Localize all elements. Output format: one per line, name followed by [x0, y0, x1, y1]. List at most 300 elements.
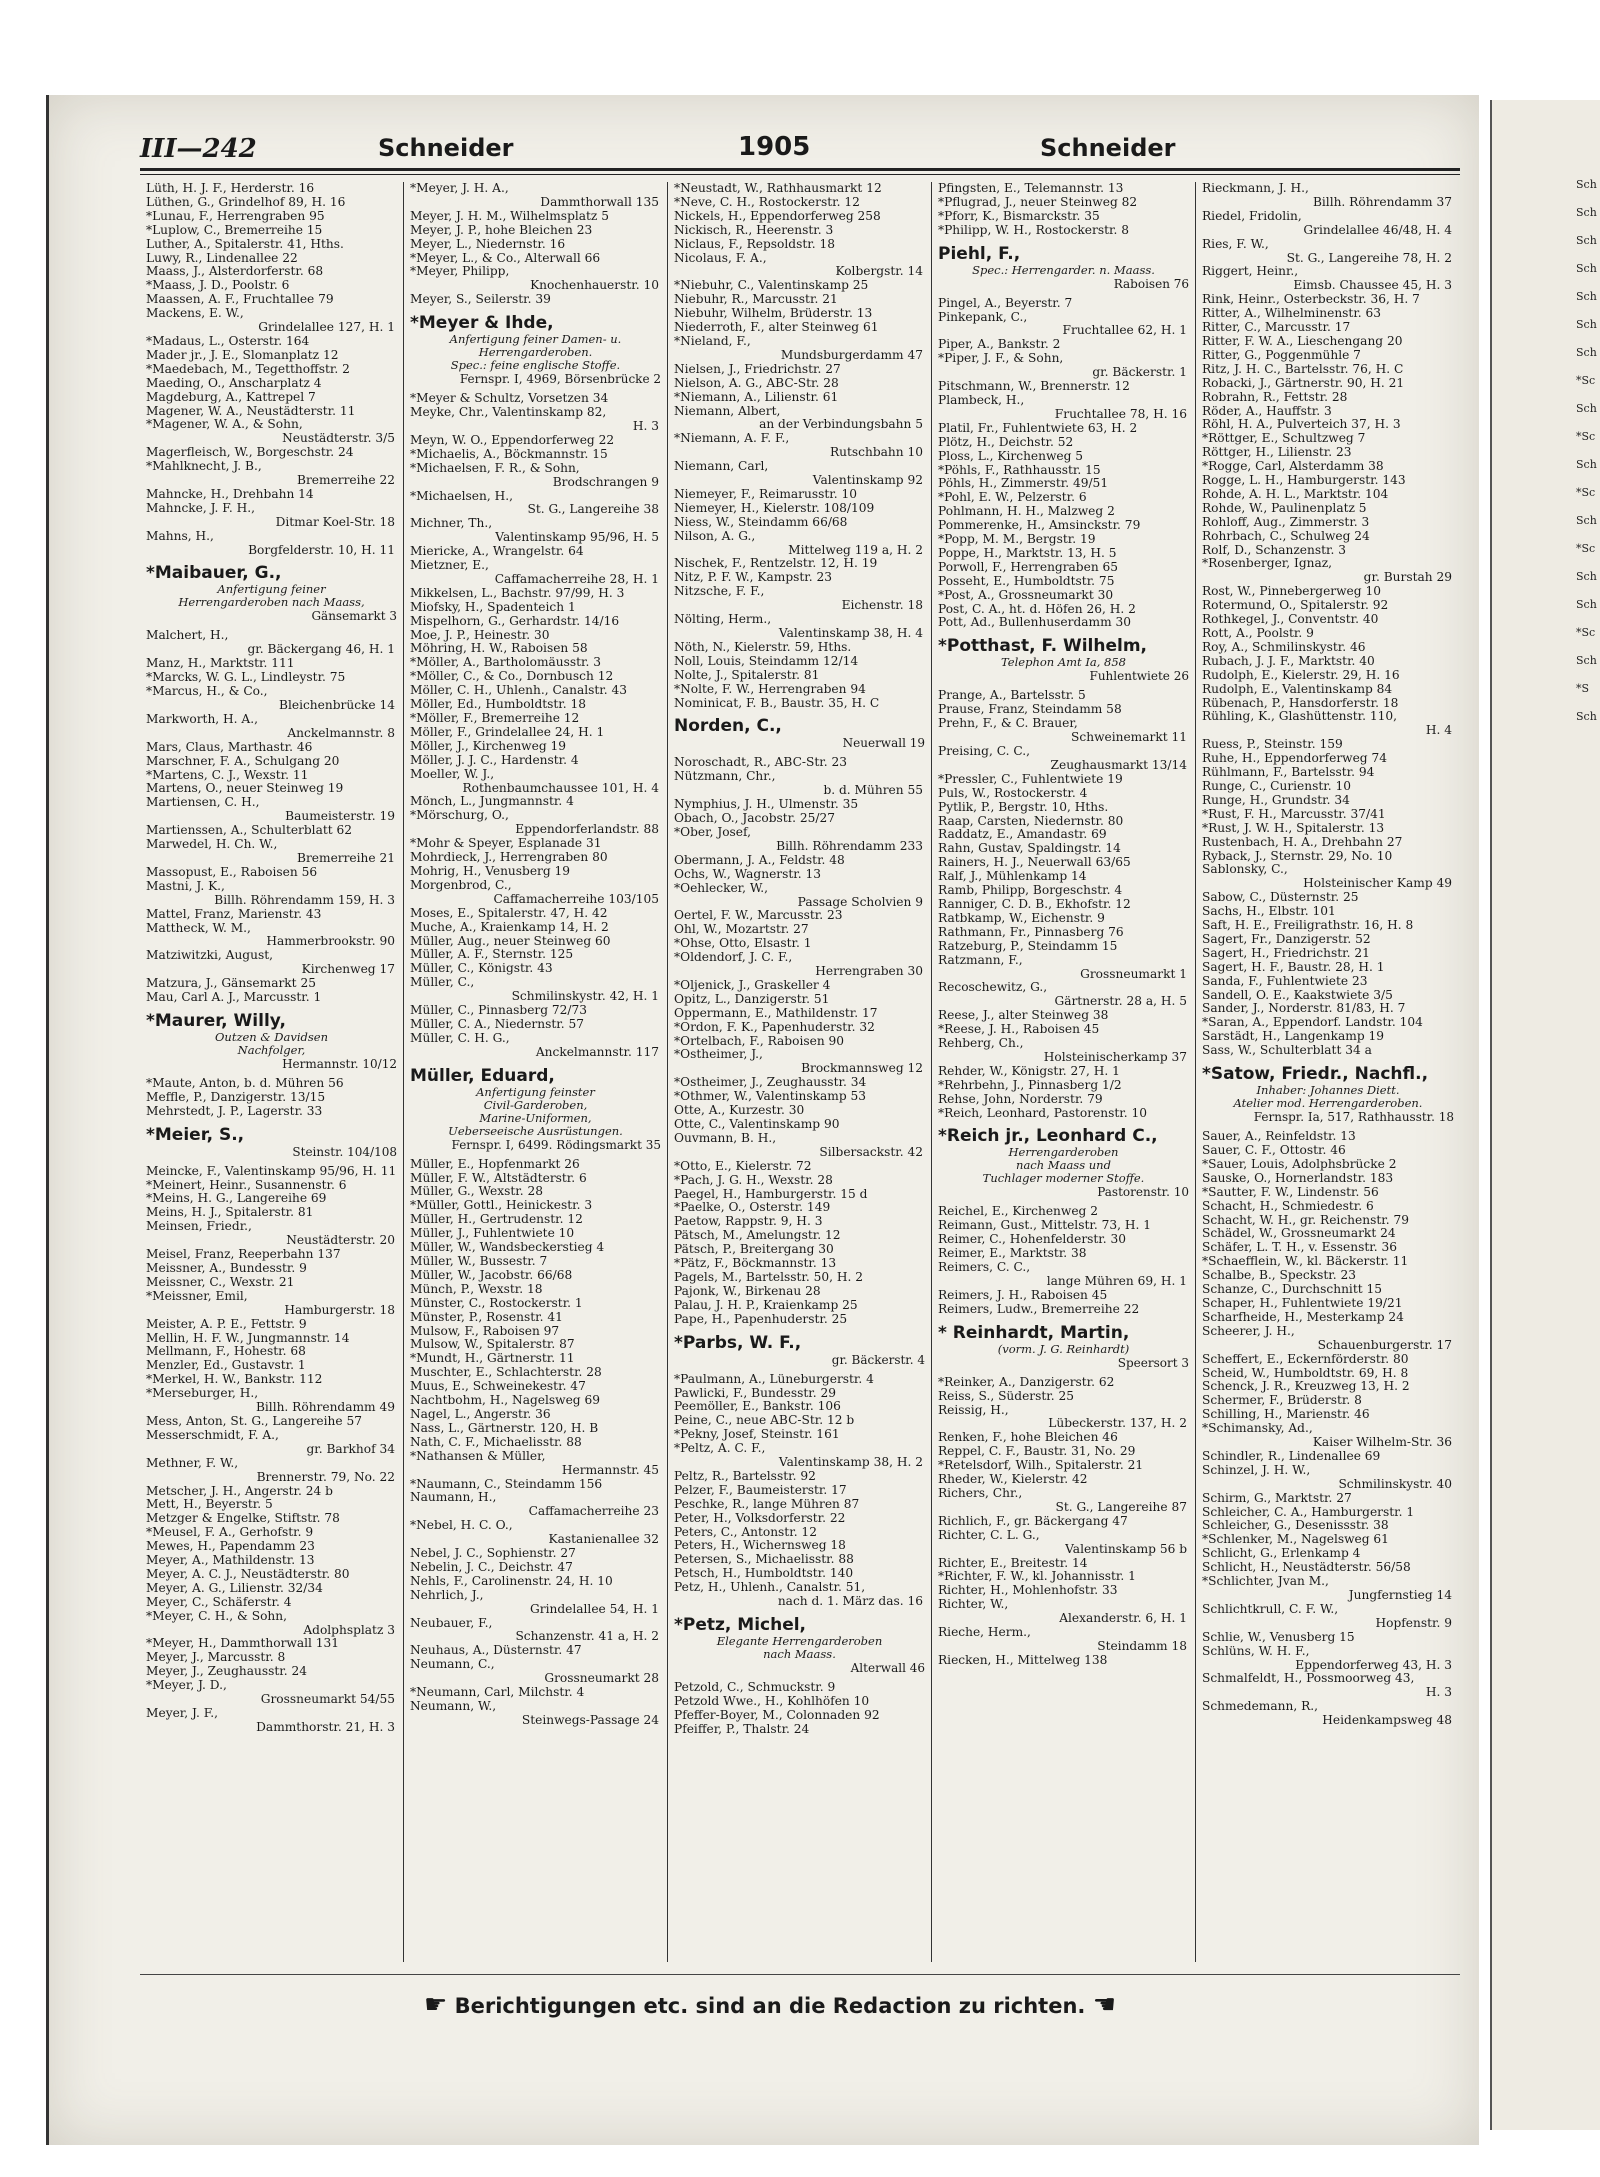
directory-entry: Peine, C., neue ABC-Str. 12 b [674, 1414, 855, 1428]
directory-entry: Meyer, J., Zeughausstr. 24 [146, 1665, 308, 1679]
directory-entry: Meyer, S., Seilerstr. 39 [410, 293, 551, 307]
directory-entry: *Nieland, F., [674, 334, 751, 348]
directory-entry: Mietzner, E., [410, 559, 489, 573]
page-header [140, 126, 1460, 170]
directory-entry: *Meissner, Emil, [146, 1289, 248, 1303]
directory-entry-continuation: Grossneumarkt 54/55 [260, 1693, 395, 1707]
directory-entry: Nath, C. F., Michaelisstr. 88 [410, 1435, 582, 1449]
directory-entry: Reese, J., alter Steinweg 38 [938, 1009, 1109, 1023]
directory-entry: Sagert, H., Friedrichstr. 21 [1202, 946, 1370, 960]
directory-entry: Palau, J. H. P., Kraienkamp 25 [674, 1298, 858, 1312]
directory-entry-continuation: gr. Bäckerstr. 1 [1092, 366, 1187, 380]
directory-entry-continuation: Brennerstr. 79, No. 22 [256, 1470, 395, 1484]
directory-entry: Schmedemann, R., [1202, 1700, 1319, 1714]
directory-entry-continuation: b. d. Mühren 55 [823, 784, 923, 798]
advertisement-tagline: Nachfolger, [237, 1042, 306, 1057]
directory-entry: Möller, C. H., Uhlenh., Canalstr. 43 [410, 684, 627, 698]
directory-entry: *Ortelbach, F., Raboisen 90 [674, 1034, 845, 1048]
directory-entry: Schermer, F., Brüderstr. 8 [1202, 1394, 1362, 1408]
adjacent-page-fragment: Sch [1576, 458, 1597, 471]
directory-entry: Otte, C., Valentinskamp 90 [674, 1118, 840, 1131]
directory-entry: *Mörschurg, O., [410, 809, 509, 823]
directory-entry: Müller, C. H. G., [410, 1031, 510, 1045]
directory-entry: Röhl, H. A., Pulverteich 37, H. 3 [1202, 418, 1401, 432]
directory-entry: Nicolaus, F. A., [674, 251, 767, 265]
directory-entry: Rustenbach, H. A., Drehbahn 27 [1202, 835, 1403, 849]
directory-entry: Rübenach, P., Hansdorferstr. 18 [1202, 696, 1399, 710]
directory-entry: Rieckmann, J. H., [1202, 182, 1309, 195]
directory-entry: Schlüns, W. H. F., [1202, 1644, 1310, 1658]
directory-entry: Münster, P., Rosenstr. 41 [410, 1310, 563, 1324]
directory-entry: Lüth, H. J. F., Herderstr. 16 [146, 182, 315, 195]
advertisement-entry [938, 1126, 1189, 1199]
directory-entry: *Neumann, Carl, Milchstr. 4 [410, 1686, 585, 1700]
directory-entry: Sablonsky, C., [1202, 863, 1288, 877]
directory-entry: Röder, A., Hauffstr. 3 [1202, 404, 1332, 418]
directory-entry: Müller, W., Jacobstr. 66/68 [410, 1268, 573, 1282]
directory-entry: Mahncke, J. F. H., [146, 501, 255, 515]
directory-entry: Niess, W., Steindamm 66/68 [674, 515, 848, 529]
directory-entry: Pätsch, P., Breitergang 30 [674, 1243, 834, 1257]
advertisement-tagline: (vorm. J. G. Reinhardt) [997, 1341, 1130, 1356]
directory-entry: *Pressler, C., Fuhlentwiete 19 [938, 772, 1123, 786]
directory-entry: Raap, Carsten, Niedernstr. 80 [938, 814, 1124, 828]
directory-entry: *Maute, Anton, b. d. Mühren 56 [146, 1076, 344, 1090]
directory-entry: Martiensen, C. H., [146, 796, 260, 810]
directory-entry: Moses, E., Spitalerstr. 47, H. 42 [410, 906, 608, 920]
directory-entry-continuation: Valentinskamp 38, H. 2 [778, 1456, 923, 1470]
directory-entry: Müller, F. W., Altstädterstr. 6 [410, 1171, 587, 1185]
advertisement-address: Fernspr. I, 6499. Rödingsmarkt 35 [451, 1137, 661, 1152]
directory-entry: *Reese, J. H., Raboisen 45 [938, 1023, 1100, 1037]
directory-entry: *Neustadt, W., Rathhausmarkt 12 [674, 182, 882, 195]
directory-entry: Röttger, H., Lilienstr. 23 [1202, 446, 1352, 460]
directory-entry: Mahns, H., [146, 529, 214, 543]
directory-entry: *Otto, E., Kielerstr. 72 [674, 1159, 812, 1173]
directory-entry: Möhring, H. W., Raboisen 58 [410, 642, 588, 656]
directory-entry: Pitschmann, W., Brennerstr. 12 [938, 380, 1130, 394]
directory-entry: Mewes, H., Papendamm 23 [146, 1540, 315, 1554]
directory-entry: Magener, W. A., Neustädterstr. 11 [146, 404, 356, 418]
advertisement-entry [938, 244, 1189, 291]
directory-entry: Nitzsche, F. F., [674, 585, 765, 599]
directory-entry: *Schlichter, Jvan M., [1202, 1575, 1329, 1589]
directory-entry: *Möller, A., Bartholomäusstr. 3 [410, 656, 602, 670]
directory-entry: *Magener, W. A., & Sohn, [146, 418, 303, 432]
directory-entry: Peemöller, E., Bankstr. 106 [674, 1400, 841, 1414]
directory-entry: Schalbe, B., Speckstr. 23 [1202, 1269, 1356, 1283]
advertisement-address: Fernspr. I, 4969, Börsenbrücke 2 [459, 372, 661, 387]
directory-column-1 [140, 182, 404, 1962]
directory-entry: *Schimansky, Ad., [1202, 1422, 1313, 1436]
directory-entry: Muche, A., Kraienkamp 14, H. 2 [410, 920, 609, 934]
directory-entry-continuation: Caffamacherreihe 103/105 [493, 892, 659, 906]
adjacent-page-edge [1490, 100, 1600, 2130]
directory-entry: Schlie, W., Venusberg 15 [1202, 1630, 1355, 1644]
directory-entry: Meyer, C., Schäferstr. 4 [146, 1595, 292, 1609]
directory-entry: *Michaelis, A., Böckmannstr. 15 [410, 447, 608, 461]
directory-entry: Ruhe, H., Eppendorferweg 74 [1202, 752, 1387, 766]
directory-entry: Nagel, L., Angerstr. 36 [410, 1407, 551, 1421]
advertisement-tagline: Anfertigung feiner [217, 582, 326, 597]
directory-entry: *Meyer, Philipp, [410, 265, 510, 279]
directory-entry-continuation: Caffamacherreihe 28, H. 1 [494, 572, 659, 586]
pointing-hand-left-icon: ☛ [423, 1990, 448, 2020]
directory-entry: Peltz, R., Bartelsstr. 92 [674, 1469, 816, 1483]
directory-entry: Plambeck, H., [938, 393, 1025, 407]
directory-entry: Mattheck, W. M., [146, 921, 251, 935]
header-rule-thin [140, 174, 1460, 175]
directory-entry-continuation: Heidenkampsweg 48 [1322, 1714, 1452, 1728]
directory-entry: Schirm, G., Marktstr. 27 [1202, 1491, 1352, 1505]
directory-entry: Mohrdieck, J., Herrengraben 80 [410, 851, 608, 865]
directory-entry: *Pach, J. G. H., Wexstr. 28 [674, 1173, 833, 1187]
directory-entry: Mellin, H. F. W., Jungmannstr. 14 [146, 1331, 350, 1345]
directory-entry: Pajonk, W., Birkenau 28 [674, 1284, 821, 1298]
directory-entry-continuation: Grindelallee 127, H. 1 [258, 321, 395, 335]
directory-entry: Metscher, J. H., Angerstr. 24 b [146, 1484, 333, 1498]
directory-entry-continuation: Bremerreihe 22 [297, 474, 395, 488]
adjacent-page-fragment: Sch [1576, 402, 1597, 415]
directory-entry: Ploss, L., Kirchenweg 5 [938, 449, 1084, 463]
directory-entry: Massopust, E., Raboisen 56 [146, 865, 318, 879]
directory-entry: Nischek, F., Rentzelstr. 12, H. 19 [674, 557, 878, 571]
directory-entry: *Pöhls, F., Rathhausstr. 15 [938, 463, 1101, 477]
directory-entry: Rohde, A. H. L., Marktstr. 104 [1202, 487, 1389, 501]
advertisement-name: *Potthast, F. Wilhelm, [938, 636, 1148, 657]
directory-entry: Muschter, E., Schlachterstr. 28 [410, 1366, 602, 1380]
directory-entry: *Post, A., Grossneumarkt 30 [938, 588, 1114, 602]
directory-entry: Sanda, F., Fuhlentwiete 23 [1202, 974, 1368, 988]
directory-entry: Richter, E., Breitestr. 14 [938, 1556, 1088, 1570]
advertisement-entry [674, 1333, 925, 1367]
directory-entry: Saft, H. E., Freiligrathstr. 16, H. 8 [1202, 919, 1414, 933]
directory-entry: Müller, W., Wandsbeckerstieg 4 [410, 1241, 605, 1255]
directory-entry: Morgenbrod, C., [410, 878, 512, 892]
directory-entry: *Martens, C. J., Wexstr. 11 [146, 768, 309, 782]
directory-entry: Reimer, E., Marktstr. 38 [938, 1247, 1087, 1261]
directory-entry: Rudolph, E., Kielerstr. 29, H. 16 [1202, 668, 1400, 682]
directory-entry-continuation: Hopfenstr. 9 [1375, 1616, 1452, 1630]
directory-entry: *Pflugrad, J., neuer Steinweg 82 [938, 195, 1138, 209]
directory-entry: Mellmann, F., Hohestr. 68 [146, 1345, 306, 1359]
directory-entry: *Othmer, W., Valentinskamp 53 [674, 1090, 867, 1104]
directory-entry: Reimann, Gust., Mittelstr. 73, H. 1 [938, 1219, 1151, 1233]
directory-entry-continuation: Dammthorwall 135 [540, 195, 659, 209]
directory-entry: Ruess, P., Steinstr. 159 [1202, 738, 1343, 752]
directory-entry-continuation: Hammerbrookstr. 90 [266, 935, 395, 949]
directory-entry: Sarstädt, H., Langenkamp 19 [1202, 1030, 1385, 1044]
directory-entry-continuation: Kastanienallee 32 [548, 1533, 659, 1547]
directory-entry: Sass, W., Schulterblatt 34 a [1202, 1044, 1372, 1058]
directory-entry: Mett, H., Beyerstr. 5 [146, 1498, 273, 1512]
directory-entry: Sagert, Fr., Danzigerstr. 52 [1202, 932, 1371, 946]
directory-entry: Ritter, F. W. A., Lieschengang 20 [1202, 334, 1403, 348]
advertisement-tagline: nach Maass. [763, 1647, 836, 1661]
directory-entry: Schaper, H., Fuhlentwiete 19/21 [1202, 1296, 1403, 1310]
directory-entry-continuation: Ditmar Koel-Str. 18 [275, 515, 395, 529]
advertisement-name: *Parbs, W. F., [674, 1332, 802, 1353]
directory-entry: *Pohl, E. W., Pelzerstr. 6 [938, 491, 1087, 505]
directory-entry: Michner, Th., [410, 517, 493, 531]
directory-entry: Meyer, L., Niedernstr. 16 [410, 237, 566, 251]
directory-entry: Puls, W., Rostockerstr. 4 [938, 786, 1088, 800]
directory-entry: Nützmann, Chr., [674, 770, 776, 784]
directory-entry: Müller, E., Hopfenmarkt 26 [410, 1157, 580, 1171]
directory-entry-continuation: Schmilinskystr. 42, H. 1 [511, 990, 659, 1004]
directory-entry: Nickels, H., Eppendorferweg 258 [674, 209, 881, 223]
adjacent-page-fragment: Sch [1576, 654, 1597, 667]
directory-entry-continuation: Billh. Röhrendamm 37 [1312, 195, 1452, 209]
directory-entry: Manz, H., Marktstr. 111 [146, 657, 295, 671]
directory-entry: *Möller, C., & Co., Dornbusch 12 [410, 670, 614, 684]
directory-entry-continuation: Grindelallee 54, H. 1 [530, 1602, 659, 1616]
directory-entry: Scheid, W., Humboldtstr. 69, H. 8 [1202, 1366, 1409, 1380]
directory-entry: Rubach, J. J. F., Marktstr. 40 [1202, 654, 1375, 668]
directory-entry: Schacht, W. H., gr. Reichenstr. 79 [1202, 1213, 1409, 1227]
directory-entry: Prause, Franz, Steindamm 58 [938, 703, 1122, 717]
directory-entry: Möller, J. J. C., Hardenstr. 4 [410, 753, 579, 767]
advertisement-name: *Maurer, Willy, [146, 1010, 287, 1031]
directory-entry: Nehls, F., Carolinenstr. 24, H. 10 [410, 1574, 613, 1588]
advertisement-address: Raboisen 76 [1113, 276, 1189, 291]
directory-entry: Meyer, A. G., Lilienstr. 32/34 [146, 1581, 323, 1595]
advertisement-address: Speersort 3 [1117, 1355, 1189, 1370]
directory-entry: *Mundt, H., Gärtnerstr. 11 [410, 1352, 575, 1366]
directory-entry: Rogge, L. H., Hamburgerstr. 143 [1202, 474, 1406, 488]
directory-entry: Meissner, C., Wexstr. 21 [146, 1275, 295, 1289]
directory-entry: *Mohr & Speyer, Esplanade 31 [410, 837, 602, 851]
directory-entry: Meister, A. P. E., Fettstr. 9 [146, 1317, 307, 1331]
directory-entry: Noll, Louis, Steindamm 12/14 [674, 654, 859, 668]
directory-entry: *Neve, C. H., Rostockerstr. 12 [674, 195, 860, 209]
footer-note [340, 1990, 1200, 2020]
advertisement-name: *Meier, S., [146, 1124, 245, 1145]
directory-entry: Meyer, J. F., [146, 1707, 219, 1720]
advertisement-entry [146, 563, 397, 623]
directory-entry: Reimers, C. C., [938, 1261, 1031, 1275]
adjacent-page-fragment: Sch [1576, 178, 1597, 191]
directory-entry-continuation: Eimsb. Chaussee 45, H. 3 [1293, 279, 1452, 293]
directory-entry-continuation: Steinwegs-Passage 24 [521, 1713, 659, 1727]
directory-entry-continuation: Valentinskamp 95/96, H. 5 [495, 531, 659, 545]
advertisement-entry [674, 716, 925, 750]
directory-entry: Mackens, E. W., [146, 307, 244, 321]
directory-entry: Porwoll, F., Herrengraben 65 [938, 560, 1119, 574]
directory-entry: *Möller, F., Bremerreihe 12 [410, 712, 580, 725]
directory-entry: Ratzeburg, P., Steindamm 15 [938, 939, 1118, 953]
advertisement-tagline: Atelier mod. Herrengarderoben. [1233, 1096, 1423, 1111]
directory-entry: Rohloff, Aug., Zimmerstr. 3 [1202, 515, 1370, 529]
directory-column-4 [932, 182, 1196, 1962]
directory-entry: Rotermund, O., Spitalerstr. 92 [1202, 599, 1389, 613]
directory-entry: Raddatz, E., Amandastr. 69 [938, 828, 1107, 842]
adjacent-page-fragment: *Sc [1576, 486, 1596, 499]
directory-entry: Pagels, M., Bartelsstr. 50, H. 2 [674, 1270, 864, 1284]
directory-entry: Peters, C., Antonstr. 12 [674, 1525, 817, 1539]
directory-entry: Mulsow, F., Raboisen 97 [410, 1324, 560, 1338]
advertisement-tagline: Spec.: Herrengarder. n. Maass. [972, 262, 1155, 277]
directory-entry-continuation: Anckelmannstr. 117 [535, 1045, 659, 1059]
directory-entry-continuation: H. 4 [1425, 724, 1452, 738]
directory-entry: Nielsen, J., Friedrichstr. 27 [674, 362, 841, 376]
advertisement-address: Fuhlentwiete 26 [1089, 669, 1189, 684]
directory-entry: Nickisch, R., Heerenstr. 3 [674, 223, 834, 237]
directory-entry: Sagert, H. F., Baustr. 28, H. 1 [1202, 960, 1385, 974]
directory-entry-continuation: H. 3 [632, 419, 659, 433]
directory-entry: Nolte, J., Spitalerstr. 81 [674, 668, 820, 682]
directory-entry: Pytlik, P., Bergstr. 10, Hths. [938, 800, 1109, 814]
directory-entry-continuation: Fruchtallee 62, H. 1 [1062, 324, 1187, 338]
directory-entry: *Rehrbehn, J., Pinnasberg 1/2 [938, 1078, 1122, 1092]
directory-entry: Menzler, Ed., Gustavstr. 1 [146, 1359, 306, 1373]
directory-entry: Richter, H., Mohlenhofstr. 33 [938, 1584, 1118, 1598]
directory-entry: Meyer, J. P., hohe Bleichen 23 [410, 223, 593, 237]
adjacent-page-fragment: Sch [1576, 514, 1597, 527]
advertisement-entry [938, 1323, 1189, 1370]
directory-entry: Scharfheide, H., Mesterkamp 24 [1202, 1310, 1404, 1324]
directory-entry: *Meyer, J. H. A., [410, 182, 509, 195]
page-number: III—242 [140, 134, 257, 164]
directory-entry: Ratbkamp, W., Eichenstr. 9 [938, 911, 1105, 925]
directory-entry: Runge, C., Curienstr. 10 [1202, 779, 1352, 793]
directory-entry: Rink, Heinr., Osterbeckstr. 36, H. 7 [1202, 293, 1420, 307]
advertisement-tagline: Telephon Amt Ia, 858 [1001, 655, 1126, 670]
directory-entry: Ritter, A., Wilhelminenstr. 63 [1202, 307, 1382, 321]
directory-entry-continuation: Caffamacherreihe 23 [528, 1505, 659, 1519]
directory-entry: *Ostheimer, J., [674, 1048, 763, 1062]
directory-entry-continuation: gr. Barkhof 34 [306, 1442, 395, 1456]
directory-entry-continuation: gr. Burstah 29 [1363, 571, 1452, 585]
directory-entry: Pöhls, H., Zimmerstr. 49/51 [938, 477, 1109, 491]
directory-entry-continuation: Grossneumarkt 1 [1080, 967, 1187, 981]
directory-entry: Müller, Aug., neuer Steinweg 60 [410, 934, 611, 948]
advertisement-name: *Maibauer, G., [146, 563, 282, 584]
directory-entry: Ryback, J., Sternstr. 29, No. 10 [1202, 849, 1393, 863]
advertisement-address: Hermannstr. 10/12 [282, 1056, 397, 1071]
directory-entry: Rehse, John, Norderstr. 79 [938, 1092, 1103, 1106]
directory-entry: Sander, J., Norderstr. 81/83, H. 7 [1202, 1002, 1406, 1016]
directory-entry: Peters, H., Wichernsweg 18 [674, 1539, 846, 1553]
directory-entry: Müller, C., Königstr. 43 [410, 962, 553, 976]
directory-entry: Niclaus, F., Repsoldstr. 18 [674, 237, 835, 251]
directory-entry: Pott, Ad., Bullenhuserdamm 30 [938, 616, 1132, 630]
directory-entry-continuation: Dammthorstr. 21, H. 3 [256, 1720, 395, 1734]
directory-entry: *Popp, M. M., Bergstr. 19 [938, 533, 1096, 547]
directory-entry: *Schlenker, M., Nagelsweg 61 [1202, 1533, 1389, 1547]
directory-entry: Meyer, A., Mathildenstr. 13 [146, 1554, 315, 1568]
directory-entry: *Rosenberger, Ignaz, [1202, 557, 1333, 571]
directory-entry: Moe, J. P., Heinestr. 30 [410, 628, 550, 642]
directory-entry: *Luplow, C., Bremerreihe 15 [146, 223, 323, 237]
directory-entry: Ramb, Philipp, Borgeschstr. 4 [938, 884, 1123, 898]
directory-entry: Reimer, C., Hohenfelderstr. 30 [938, 1233, 1127, 1247]
directory-entry: *Madaus, L., Osterstr. 164 [146, 334, 310, 348]
directory-entry-continuation: Billh. Röhrendamm 233 [776, 839, 923, 853]
directory-entry: Riecken, H., Mittelweg 138 [938, 1653, 1108, 1667]
advertisement-address: gr. Bäckerstr. 4 [831, 1352, 925, 1367]
directory-entry-continuation: Holsteinischer Kamp 49 [1303, 877, 1452, 891]
directory-entry: Reppel, C. F., Baustr. 31, No. 29 [938, 1445, 1136, 1459]
directory-entry: *Nathansen & Müller, [410, 1449, 546, 1463]
directory-entry: Petz, H., Uhlenh., Canalstr. 51, [674, 1581, 866, 1595]
advertisement-name: *Reich jr., Leonhard C., [938, 1126, 1158, 1147]
adjacent-page-fragment: Sch [1576, 234, 1597, 247]
directory-entry: Rohde, W., Paulinenplatz 5 [1202, 501, 1367, 515]
directory-entry-continuation: Schweinemarkt 11 [1071, 731, 1187, 745]
directory-entry: Rohrbach, C., Schulweg 24 [1202, 529, 1370, 543]
directory-entry: Nölting, Herm., [674, 613, 772, 627]
directory-entry: Methner, F. W., [146, 1456, 239, 1470]
directory-entry: Sandell, O. E., Kaakstwiete 3/5 [1202, 988, 1393, 1002]
directory-entry: Nymphius, J. H., Ulmenstr. 35 [674, 798, 859, 812]
directory-entry: Obach, O., Jacobstr. 25/27 [674, 812, 836, 826]
directory-entry: *Oljenick, J., Graskeller 4 [674, 978, 831, 992]
directory-entry: Sabow, C., Düsternstr. 25 [1202, 891, 1359, 905]
directory-entry: Ritz, J. H. C., Bartelsstr. 76, H. C [1202, 362, 1404, 376]
directory-entry-continuation: Grindelallee 46/48, H. 4 [1303, 223, 1452, 237]
directory-entry: Möller, J., Kirchenweg 19 [410, 739, 567, 753]
advertisement-entry [146, 1011, 397, 1071]
directory-entry: Neumann, C., [410, 1658, 495, 1672]
directory-entry-continuation: nach d. 1. März das. 16 [777, 1595, 923, 1609]
directory-entry: *Merkel, H. W., Bankstr. 112 [146, 1373, 323, 1387]
directory-entry-continuation: Neustädterstr. 3/5 [282, 432, 395, 446]
directory-entry: Neubauer, F., [410, 1616, 493, 1630]
advertisement-tagline: Tuchlager moderner Stoffe. [982, 1171, 1145, 1186]
directory-entry: Schädel, W., Grossneumarkt 24 [1202, 1227, 1396, 1241]
directory-entry-continuation: Eppendorferweg 43, H. 3 [1295, 1658, 1452, 1672]
directory-entry-continuation: Silbersackstr. 42 [819, 1145, 923, 1159]
directory-entry-continuation: Billh. Röhrendamm 159, H. 3 [214, 893, 395, 907]
directory-entry: Paetow, Rappstr. 9, H. 3 [674, 1215, 823, 1229]
directory-entry-continuation: Brockmannsweg 12 [801, 1062, 923, 1076]
advertisement-address: Steinstr. 104/108 [292, 1144, 397, 1159]
directory-entry: Mastni, J. K., [146, 879, 225, 893]
adjacent-page-fragment: Sch [1576, 318, 1597, 331]
advertisement-address: Fernspr. Ia, 517, Rathhausstr. 18 [1253, 1110, 1454, 1125]
directory-entry: Markworth, H. A., [146, 712, 258, 726]
advertisement-name: *Meyer & Ihde, [410, 313, 554, 334]
directory-entry: Pape, H., Papenhuderstr. 25 [674, 1312, 848, 1326]
directory-entry: Richers, Chr., [938, 1486, 1023, 1500]
directory-entry: *Pforr, K., Bismarckstr. 35 [938, 209, 1100, 223]
directory-entry: Rost, W., Pinnebergerweg 10 [1202, 585, 1381, 599]
directory-entry: Meyer, J. H. M., Wilhelmsplatz 5 [410, 209, 609, 223]
directory-entry: Niebuhr, R., Marcusstr. 21 [674, 293, 838, 307]
directory-entry-continuation: Billh. Röhrendamm 49 [255, 1401, 395, 1415]
directory-entry: *Nolte, F. W., Herrengraben 94 [674, 682, 866, 696]
directory-entry: Meincke, F., Valentinskamp 95/96, H. 11 [146, 1164, 397, 1178]
advertisement-entry [674, 1615, 925, 1675]
directory-entry: Müller, C., [410, 976, 475, 990]
directory-entry: Rathmann, Fr., Pinnasberg 76 [938, 925, 1124, 939]
advertisement-address: Pastorenstr. 10 [1097, 1185, 1189, 1200]
directory-entry: *Sautter, F. W., Lindenstr. 56 [1202, 1185, 1379, 1199]
directory-entry: *Paelke, O., Osterstr. 149 [674, 1201, 831, 1215]
directory-entry-continuation: Grossneumarkt 28 [544, 1672, 659, 1686]
directory-entry: *Maass, J. D., Poolstr. 6 [146, 279, 290, 293]
directory-entry: Scheerer, J. H., [1202, 1324, 1295, 1338]
directory-entry: Ohl, W., Mozartstr. 27 [674, 923, 809, 937]
directory-entry: *Peltz, A. C. F., [674, 1442, 766, 1456]
directory-entry-continuation: Rutschbahn 10 [829, 446, 923, 460]
directory-entry: Marschner, F. A., Schulgang 20 [146, 754, 340, 768]
directory-entry: Peschke, R., lange Mühren 87 [674, 1497, 860, 1511]
directory-entry: Rolf, D., Schanzenstr. 3 [1202, 543, 1346, 557]
directory-entry: Ritter, G., Poggenmühle 7 [1202, 348, 1361, 362]
directory-entry: Neumann, W., [410, 1700, 497, 1713]
